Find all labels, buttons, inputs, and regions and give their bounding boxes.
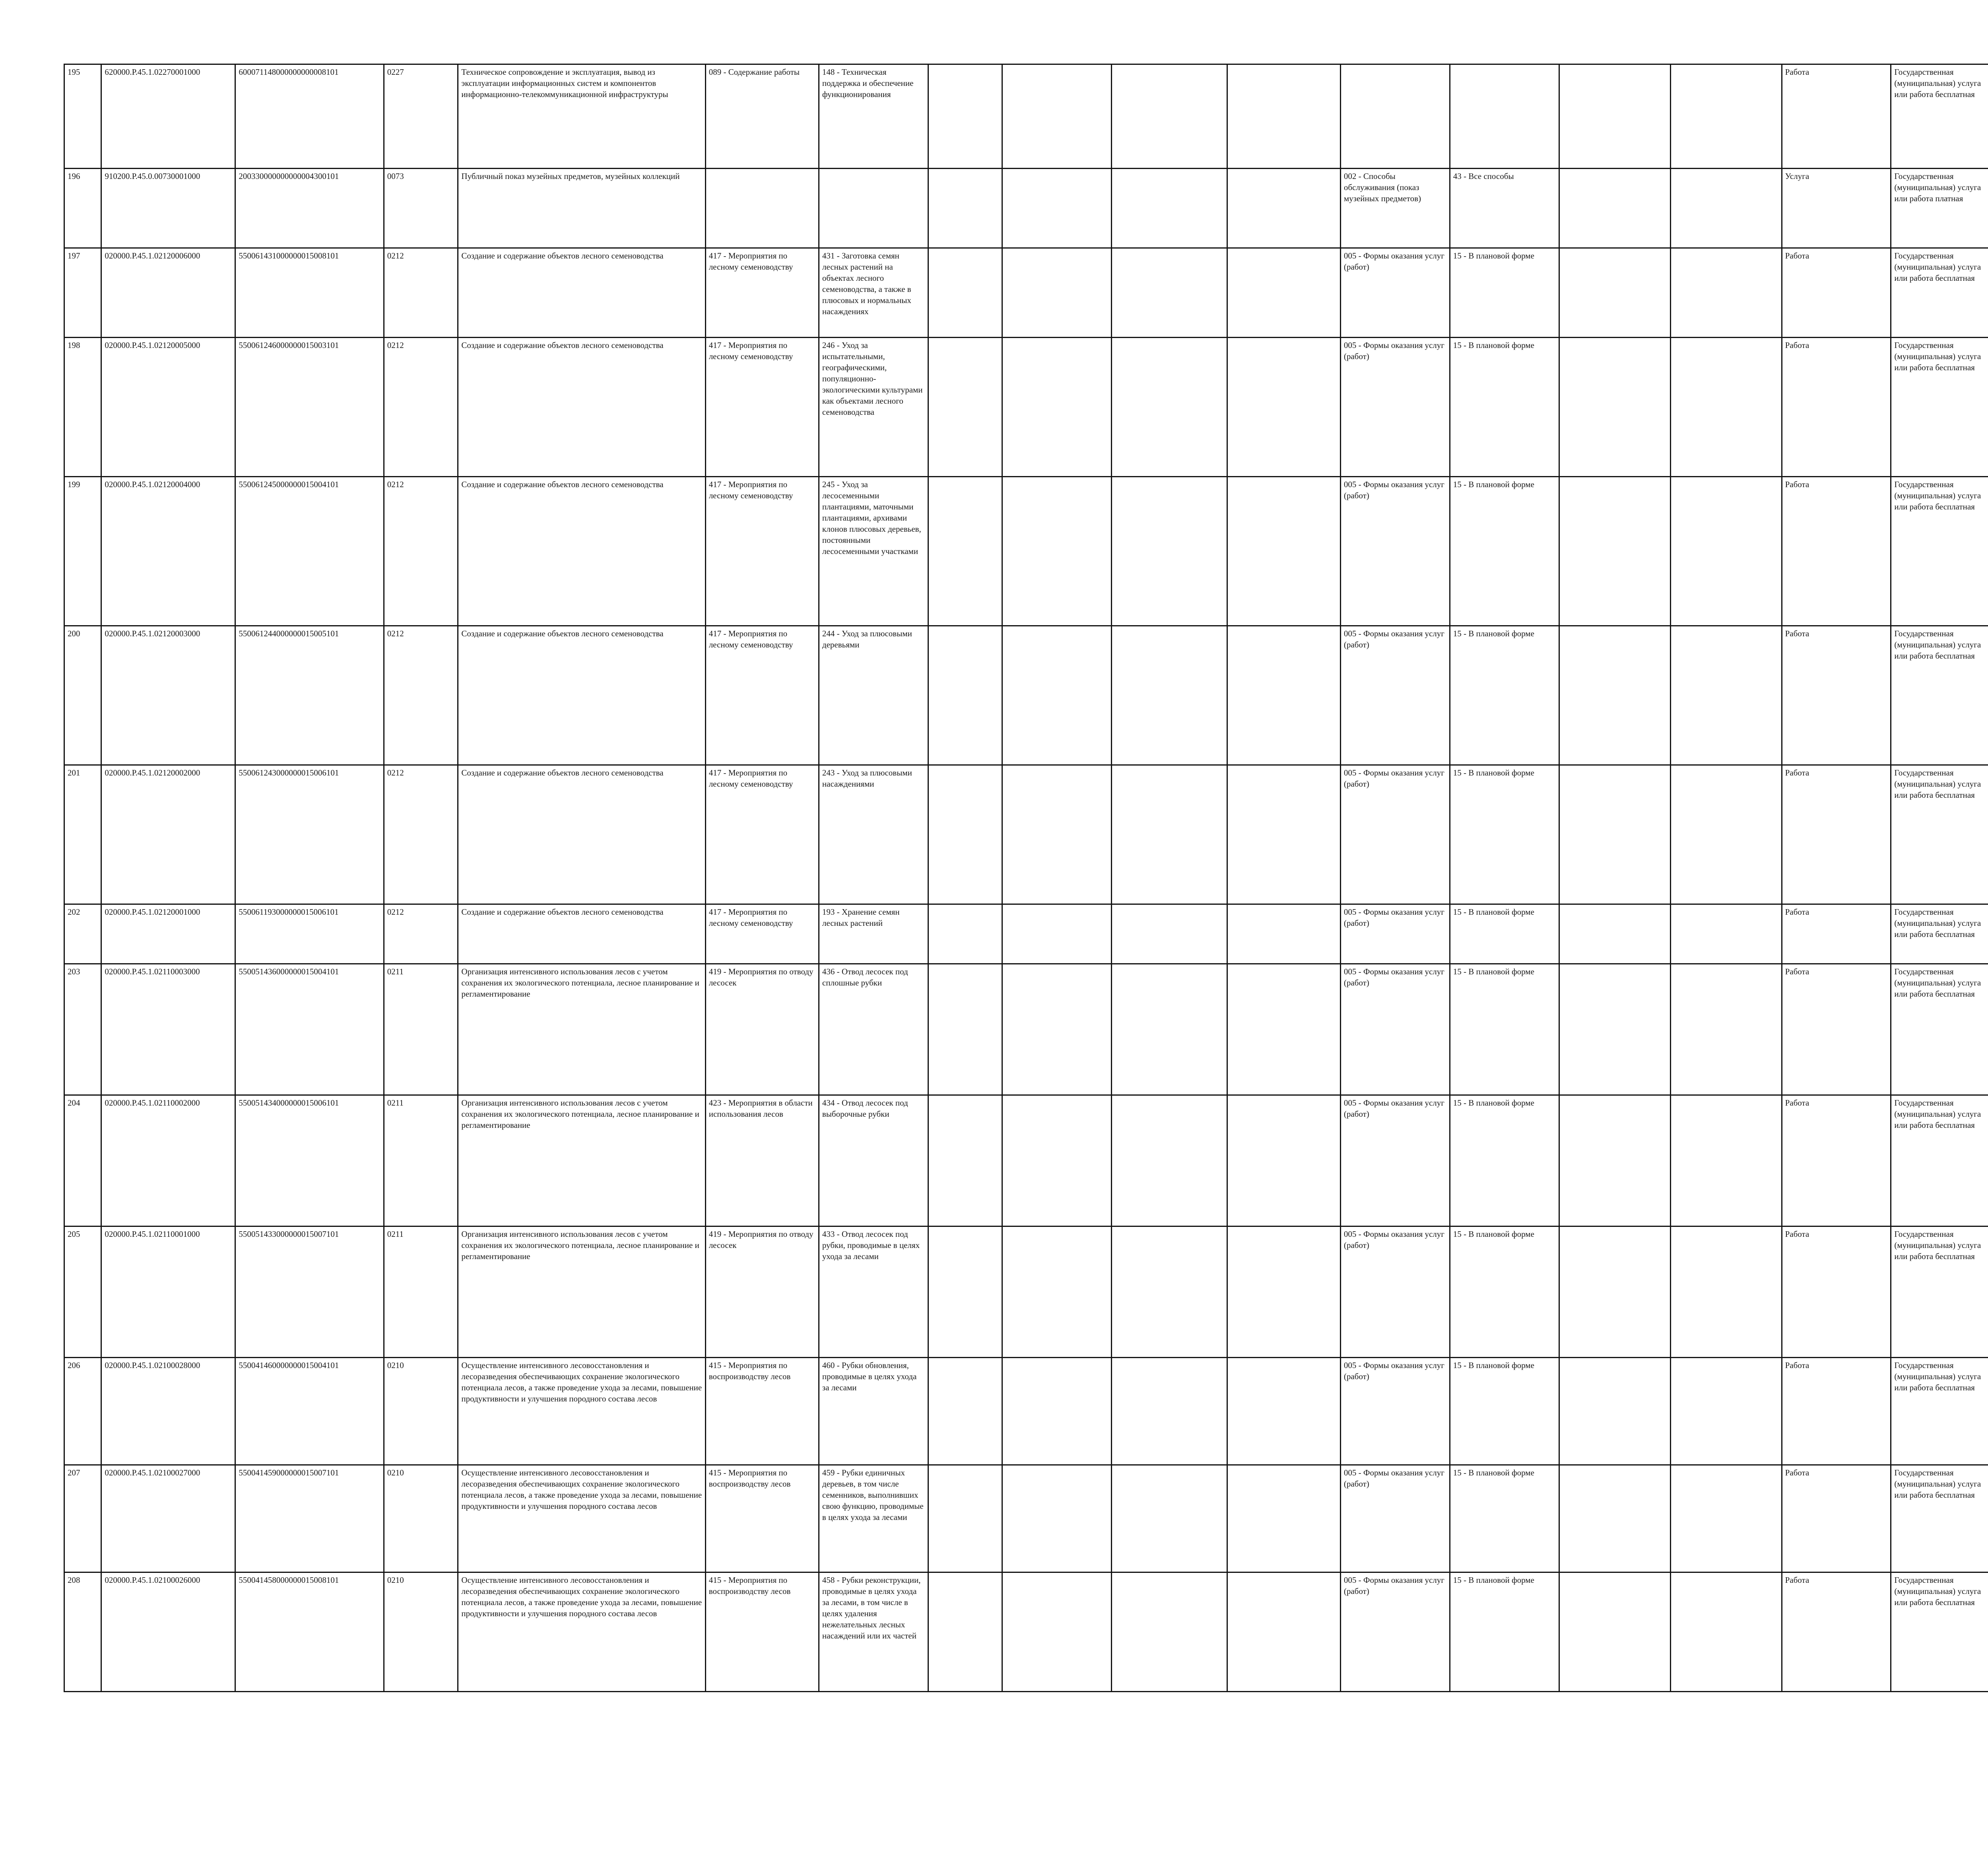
condition-2-value-cell (1670, 477, 1782, 626)
condition-2-cell (1559, 626, 1670, 765)
empty-cell (1227, 338, 1340, 477)
registry-number-cell: 550051436000000015004101 (235, 964, 384, 1095)
empty-cell (1112, 765, 1227, 904)
service-name-cell: Создание и содержание объектов лесного семеноводства (458, 338, 705, 477)
condition-2-cell (1559, 64, 1670, 169)
empty-cell (1002, 248, 1112, 338)
paid-type-cell: Государственная (муниципальная) услуга или работа платная (1891, 169, 1988, 248)
condition-2-cell (1559, 1226, 1670, 1358)
paid-type-cell: Государственная (муниципальная) услуга или работа бесплатная (1891, 64, 1988, 169)
empty-cell (928, 1358, 1002, 1465)
row-number-cell: 197 (64, 248, 101, 338)
service-name-cell: Организация интенсивного использования лесов с учетом сохранения их экологического потенциала, лесное планирование и регламентирование (458, 964, 705, 1095)
service-name-cell: Создание и содержание объектов лесного семеноводства (458, 626, 705, 765)
content-1-cell: 417 - Мероприятия по лесному семеноводству (705, 477, 819, 626)
okved-code-cell: 0073 (384, 169, 458, 248)
empty-cell (1002, 1358, 1112, 1465)
condition-1-value-cell: 15 - В плановой форме (1450, 626, 1559, 765)
paid-type-cell: Государственная (муниципальная) услуга или работа бесплатная (1891, 338, 1988, 477)
kind-cell: Работа (1782, 64, 1891, 169)
unique-code-cell: 020000.Р.45.1.02120006000 (101, 248, 235, 338)
registry-number-cell: 550061431000000015008101 (235, 248, 384, 338)
table-row (64, 169, 1988, 248)
kind-cell: Работа (1782, 904, 1891, 964)
kind-cell: Работа (1782, 1358, 1891, 1465)
row-number-cell: 206 (64, 1358, 101, 1465)
okved-code-cell: 0210 (384, 1465, 458, 1572)
empty-cell (1112, 904, 1227, 964)
condition-1-cell: 005 - Формы оказания услуг (работ) (1340, 1572, 1450, 1692)
content-1-cell: 415 - Мероприятия по воспроизводству лесов (705, 1572, 819, 1692)
kind-cell: Работа (1782, 1226, 1891, 1358)
condition-1-cell: 005 - Формы оказания услуг (работ) (1340, 477, 1450, 626)
empty-cell (1112, 1226, 1227, 1358)
kind-cell: Работа (1782, 338, 1891, 477)
kind-cell: Работа (1782, 1572, 1891, 1692)
condition-1-cell: 005 - Формы оказания услуг (работ) (1340, 626, 1450, 765)
okved-code-cell: 0211 (384, 1095, 458, 1226)
condition-2-cell (1559, 169, 1670, 248)
service-name-cell: Создание и содержание объектов лесного семеноводства (458, 477, 705, 626)
row-number-cell: 200 (64, 626, 101, 765)
condition-2-value-cell (1670, 248, 1782, 338)
empty-cell (1112, 1358, 1227, 1465)
content-2-cell: 433 - Отвод лесосек под рубки, проводимые в целях ухода за лесами (819, 1226, 928, 1358)
paid-type-cell: Государственная (муниципальная) услуга или работа бесплатная (1891, 1572, 1988, 1692)
content-2-cell: 460 - Рубки обновления, проводимые в целях ухода за лесами (819, 1358, 928, 1465)
empty-cell (1227, 1465, 1340, 1572)
condition-1-cell: 005 - Формы оказания услуг (работ) (1340, 1465, 1450, 1572)
unique-code-cell: 020000.Р.45.1.02100028000 (101, 1358, 235, 1465)
unique-code-cell: 020000.Р.45.1.02110001000 (101, 1226, 235, 1358)
service-name-cell: Осуществление интенсивного лесовосстановления и лесоразведения обеспечивающих сохранение экологического потенциала лесов, а также проведение ухода за лесами, повышение продуктивности и улучшения породного состава лесов (458, 1572, 705, 1692)
empty-cell (1227, 248, 1340, 338)
condition-1-value-cell: 15 - В плановой форме (1450, 1095, 1559, 1226)
empty-cell (928, 477, 1002, 626)
content-1-cell: 417 - Мероприятия по лесному семеноводству (705, 626, 819, 765)
condition-1-cell: 005 - Формы оказания услуг (работ) (1340, 1226, 1450, 1358)
registry-number-cell: 550041460000000015004101 (235, 1358, 384, 1465)
content-2-cell: 148 - Техническая поддержка и обеспечение функционирования (819, 64, 928, 169)
empty-cell (928, 1572, 1002, 1692)
table-row (64, 1465, 1988, 1572)
empty-cell (1002, 626, 1112, 765)
condition-1-value-cell: 15 - В плановой форме (1450, 1465, 1559, 1572)
paid-type-cell: Государственная (муниципальная) услуга или работа бесплатная (1891, 1226, 1988, 1358)
condition-2-cell (1559, 1465, 1670, 1572)
okved-code-cell: 0212 (384, 765, 458, 904)
okved-code-cell: 0212 (384, 338, 458, 477)
condition-1-value-cell (1450, 64, 1559, 169)
registry-number-cell: 200330000000000004300101 (235, 169, 384, 248)
unique-code-cell: 020000.Р.45.1.02120004000 (101, 477, 235, 626)
condition-2-value-cell (1670, 1572, 1782, 1692)
table-row (64, 1572, 1988, 1692)
condition-2-value-cell (1670, 64, 1782, 169)
condition-2-cell (1559, 904, 1670, 964)
condition-1-cell: 005 - Формы оказания услуг (работ) (1340, 904, 1450, 964)
condition-1-value-cell: 15 - В плановой форме (1450, 1358, 1559, 1465)
paid-type-cell: Государственная (муниципальная) услуга или работа бесплатная (1891, 1358, 1988, 1465)
paid-type-cell: Государственная (муниципальная) услуга или работа бесплатная (1891, 626, 1988, 765)
table-row (64, 964, 1988, 1095)
empty-cell (1002, 64, 1112, 169)
empty-cell (1227, 1572, 1340, 1692)
service-name-cell: Создание и содержание объектов лесного семеноводства (458, 765, 705, 904)
content-2-cell: 193 - Хранение семян лесных растений (819, 904, 928, 964)
okved-code-cell: 0212 (384, 626, 458, 765)
okved-code-cell: 0211 (384, 964, 458, 1095)
table-row (64, 477, 1988, 626)
condition-1-value-cell: 15 - В плановой форме (1450, 477, 1559, 626)
empty-cell (1002, 1572, 1112, 1692)
empty-cell (1227, 1226, 1340, 1358)
table-row (64, 248, 1988, 338)
table-row (64, 64, 1988, 169)
empty-cell (1227, 765, 1340, 904)
table-row (64, 1095, 1988, 1226)
okved-code-cell: 0210 (384, 1572, 458, 1692)
empty-cell (1112, 248, 1227, 338)
service-name-cell: Публичный показ музейных предметов, музейных коллекций (458, 169, 705, 248)
kind-cell: Работа (1782, 248, 1891, 338)
paid-type-cell: Государственная (муниципальная) услуга или работа бесплатная (1891, 904, 1988, 964)
empty-cell (1112, 626, 1227, 765)
condition-2-value-cell (1670, 1226, 1782, 1358)
condition-2-cell (1559, 477, 1670, 626)
empty-cell (1002, 477, 1112, 626)
empty-cell (928, 338, 1002, 477)
empty-cell (928, 1465, 1002, 1572)
empty-cell (1227, 1358, 1340, 1465)
unique-code-cell: 020000.Р.45.1.02110003000 (101, 964, 235, 1095)
condition-2-cell (1559, 248, 1670, 338)
kind-cell: Работа (1782, 1465, 1891, 1572)
unique-code-cell: 020000.Р.45.1.02110002000 (101, 1095, 235, 1226)
row-number-cell: 199 (64, 477, 101, 626)
condition-2-cell (1559, 1358, 1670, 1465)
condition-1-value-cell: 15 - В плановой форме (1450, 904, 1559, 964)
content-2-cell: 434 - Отвод лесосек под выборочные рубки (819, 1095, 928, 1226)
content-1-cell: 419 - Мероприятия по отводу лесосек (705, 1226, 819, 1358)
paid-type-cell: Государственная (муниципальная) услуга или работа бесплатная (1891, 964, 1988, 1095)
condition-1-cell (1340, 64, 1450, 169)
registry-sheet (64, 64, 1988, 1692)
unique-code-cell: 620000.Р.45.1.02270001000 (101, 64, 235, 169)
kind-cell: Услуга (1782, 169, 1891, 248)
condition-2-value-cell (1670, 626, 1782, 765)
service-name-cell: Техническое сопровождение и эксплуатация, вывод из эксплуатации информационных систем и компонентов информационно-телекоммуникационной инфраструктуры (458, 64, 705, 169)
condition-1-value-cell: 15 - В плановой форме (1450, 765, 1559, 904)
registry-number-cell: 550061246000000015003101 (235, 338, 384, 477)
row-number-cell: 198 (64, 338, 101, 477)
empty-cell (928, 1095, 1002, 1226)
empty-cell (1112, 338, 1227, 477)
condition-1-cell: 005 - Формы оказания услуг (работ) (1340, 1095, 1450, 1226)
empty-cell (1112, 964, 1227, 1095)
registry-number-cell: 550061243000000015006101 (235, 765, 384, 904)
empty-cell (1112, 169, 1227, 248)
condition-1-value-cell: 15 - В плановой форме (1450, 248, 1559, 338)
condition-2-cell (1559, 1095, 1670, 1226)
empty-cell (1002, 169, 1112, 248)
paid-type-cell: Государственная (муниципальная) услуга или работа бесплатная (1891, 477, 1988, 626)
condition-1-cell: 005 - Формы оказания услуг (работ) (1340, 964, 1450, 1095)
row-number-cell: 204 (64, 1095, 101, 1226)
row-number-cell: 207 (64, 1465, 101, 1572)
unique-code-cell: 020000.Р.45.1.02120002000 (101, 765, 235, 904)
condition-2-value-cell (1670, 338, 1782, 477)
row-number-cell: 195 (64, 64, 101, 169)
empty-cell (928, 626, 1002, 765)
empty-cell (1002, 964, 1112, 1095)
service-name-cell: Осуществление интенсивного лесовосстановления и лесоразведения обеспечивающих сохранение экологического потенциала лесов, а также проведение ухода за лесами, повышение продуктивности и улучшения породного состава лесов (458, 1465, 705, 1572)
condition-1-cell: 002 - Способы обслуживания (показ музейных предметов) (1340, 169, 1450, 248)
content-1-cell: 423 - Мероприятия в области использования лесов (705, 1095, 819, 1226)
service-name-cell: Создание и содержание объектов лесного семеноводства (458, 248, 705, 338)
empty-cell (928, 1226, 1002, 1358)
row-number-cell: 205 (64, 1226, 101, 1358)
registry-number-cell: 550061245000000015004101 (235, 477, 384, 626)
row-number-cell: 203 (64, 964, 101, 1095)
unique-code-cell: 020000.Р.45.1.02120003000 (101, 626, 235, 765)
condition-2-value-cell (1670, 1465, 1782, 1572)
empty-cell (1227, 169, 1340, 248)
kind-cell: Работа (1782, 626, 1891, 765)
content-1-cell: 417 - Мероприятия по лесному семеноводству (705, 765, 819, 904)
unique-code-cell: 020000.Р.45.1.02120001000 (101, 904, 235, 964)
unique-code-cell: 020000.Р.45.1.02120005000 (101, 338, 235, 477)
condition-2-cell (1559, 964, 1670, 1095)
okved-code-cell: 0211 (384, 1226, 458, 1358)
table-row (64, 1358, 1988, 1465)
content-1-cell: 089 - Содержание работы (705, 64, 819, 169)
empty-cell (1002, 1465, 1112, 1572)
empty-cell (1227, 964, 1340, 1095)
service-name-cell: Осуществление интенсивного лесовосстановления и лесоразведения обеспечивающих сохранение экологического потенциала лесов, а также проведение ухода за лесами, повышение продуктивности и улучшения породного состава лесов (458, 1358, 705, 1465)
condition-1-cell: 005 - Формы оказания услуг (работ) (1340, 248, 1450, 338)
service-name-cell: Организация интенсивного использования лесов с учетом сохранения их экологического потенциала, лесное планирование и регламентирование (458, 1226, 705, 1358)
empty-cell (1002, 765, 1112, 904)
okved-code-cell: 0212 (384, 904, 458, 964)
okved-code-cell: 0210 (384, 1358, 458, 1465)
empty-cell (928, 169, 1002, 248)
content-2-cell: 243 - Уход за плюсовыми насаждениями (819, 765, 928, 904)
registry-number-cell: 550051434000000015006101 (235, 1095, 384, 1226)
content-1-cell (705, 169, 819, 248)
row-number-cell: 208 (64, 1572, 101, 1692)
empty-cell (1227, 64, 1340, 169)
empty-cell (1227, 1095, 1340, 1226)
empty-cell (1002, 1095, 1112, 1226)
paid-type-cell: Государственная (муниципальная) услуга или работа бесплатная (1891, 765, 1988, 904)
unique-code-cell: 910200.Р.45.0.00730001000 (101, 169, 235, 248)
registry-number-cell: 550051433000000015007101 (235, 1226, 384, 1358)
condition-2-value-cell (1670, 169, 1782, 248)
condition-1-value-cell: 15 - В плановой форме (1450, 1572, 1559, 1692)
content-1-cell: 415 - Мероприятия по воспроизводству лесов (705, 1465, 819, 1572)
content-2-cell: 436 - Отвод лесосек под сплошные рубки (819, 964, 928, 1095)
table-row (64, 626, 1988, 765)
condition-2-value-cell (1670, 964, 1782, 1095)
empty-cell (1227, 626, 1340, 765)
table-row (64, 904, 1988, 964)
table-row (64, 765, 1988, 904)
empty-cell (1002, 338, 1112, 477)
unique-code-cell: 020000.Р.45.1.02100027000 (101, 1465, 235, 1572)
table-row (64, 338, 1988, 477)
empty-cell (1112, 477, 1227, 626)
unique-code-cell: 020000.Р.45.1.02100026000 (101, 1572, 235, 1692)
service-name-cell: Создание и содержание объектов лесного семеноводства (458, 904, 705, 964)
empty-cell (1227, 477, 1340, 626)
condition-2-cell (1559, 338, 1670, 477)
empty-cell (1112, 64, 1227, 169)
content-2-cell: 244 - Уход за плюсовыми деревьями (819, 626, 928, 765)
condition-1-value-cell: 15 - В плановой форме (1450, 338, 1559, 477)
empty-cell (928, 64, 1002, 169)
content-2-cell: 458 - Рубки реконструкции, проводимые в целях ухода за лесами, в том числе в целях удаления нежелательных лесных насаждений или их частей (819, 1572, 928, 1692)
empty-cell (928, 248, 1002, 338)
condition-2-cell (1559, 1572, 1670, 1692)
table-row (64, 1226, 1988, 1358)
condition-2-value-cell (1670, 1358, 1782, 1465)
content-2-cell: 431 - Заготовка семян лесных растений на объектах лесного семеноводства, а также в плюсовых и нормальных насаждениях (819, 248, 928, 338)
registry-number-cell: 550041458000000015008101 (235, 1572, 384, 1692)
condition-2-cell (1559, 765, 1670, 904)
kind-cell: Работа (1782, 964, 1891, 1095)
empty-cell (928, 964, 1002, 1095)
condition-1-cell: 005 - Формы оказания услуг (работ) (1340, 1358, 1450, 1465)
registry-number-cell: 550041459000000015007101 (235, 1465, 384, 1572)
paid-type-cell: Государственная (муниципальная) услуга или работа бесплатная (1891, 1465, 1988, 1572)
registry-number-cell: 600071148000000000008101 (235, 64, 384, 169)
registry-table (64, 64, 1988, 1692)
content-1-cell: 419 - Мероприятия по отводу лесосек (705, 964, 819, 1095)
service-name-cell: Организация интенсивного использования лесов с учетом сохранения их экологического потенциала, лесное планирование и регламентирование (458, 1095, 705, 1226)
paid-type-cell: Государственная (муниципальная) услуга или работа бесплатная (1891, 1095, 1988, 1226)
paid-type-cell: Государственная (муниципальная) услуга или работа бесплатная (1891, 248, 1988, 338)
condition-2-value-cell (1670, 765, 1782, 904)
kind-cell: Работа (1782, 477, 1891, 626)
registry-number-cell: 550061193000000015006101 (235, 904, 384, 964)
okved-code-cell: 0212 (384, 248, 458, 338)
content-2-cell: 245 - Уход за лесосеменными плантациями, маточными плантациями, архивами клонов плюсовых деревьев, постоянными лесосеменными участками (819, 477, 928, 626)
condition-1-value-cell: 43 - Все способы (1450, 169, 1559, 248)
content-1-cell: 417 - Мероприятия по лесному семеноводству (705, 248, 819, 338)
condition-1-cell: 005 - Формы оказания услуг (работ) (1340, 338, 1450, 477)
condition-1-cell: 005 - Формы оказания услуг (работ) (1340, 765, 1450, 904)
condition-2-value-cell (1670, 1095, 1782, 1226)
okved-code-cell: 0212 (384, 477, 458, 626)
kind-cell: Работа (1782, 1095, 1891, 1226)
row-number-cell: 202 (64, 904, 101, 964)
empty-cell (928, 765, 1002, 904)
content-1-cell: 417 - Мероприятия по лесному семеноводству (705, 904, 819, 964)
okved-code-cell: 0227 (384, 64, 458, 169)
content-2-cell: 246 - Уход за испытательными, географическими, популяционно-экологическими культурами как объектами лесного семеноводства (819, 338, 928, 477)
empty-cell (1002, 904, 1112, 964)
condition-2-value-cell (1670, 904, 1782, 964)
registry-number-cell: 550061244000000015005101 (235, 626, 384, 765)
content-2-cell: 459 - Рубки единичных деревьев, в том числе семенников, выполнивших свою функцию, проводимые в целях ухода за лесами (819, 1465, 928, 1572)
row-number-cell: 201 (64, 765, 101, 904)
empty-cell (1227, 904, 1340, 964)
row-number-cell: 196 (64, 169, 101, 248)
content-2-cell (819, 169, 928, 248)
empty-cell (928, 904, 1002, 964)
content-1-cell: 415 - Мероприятия по воспроизводству лесов (705, 1358, 819, 1465)
condition-1-value-cell: 15 - В плановой форме (1450, 1226, 1559, 1358)
empty-cell (1112, 1572, 1227, 1692)
empty-cell (1002, 1226, 1112, 1358)
kind-cell: Работа (1782, 765, 1891, 904)
empty-cell (1112, 1095, 1227, 1226)
condition-1-value-cell: 15 - В плановой форме (1450, 964, 1559, 1095)
content-1-cell: 417 - Мероприятия по лесному семеноводству (705, 338, 819, 477)
empty-cell (1112, 1465, 1227, 1572)
